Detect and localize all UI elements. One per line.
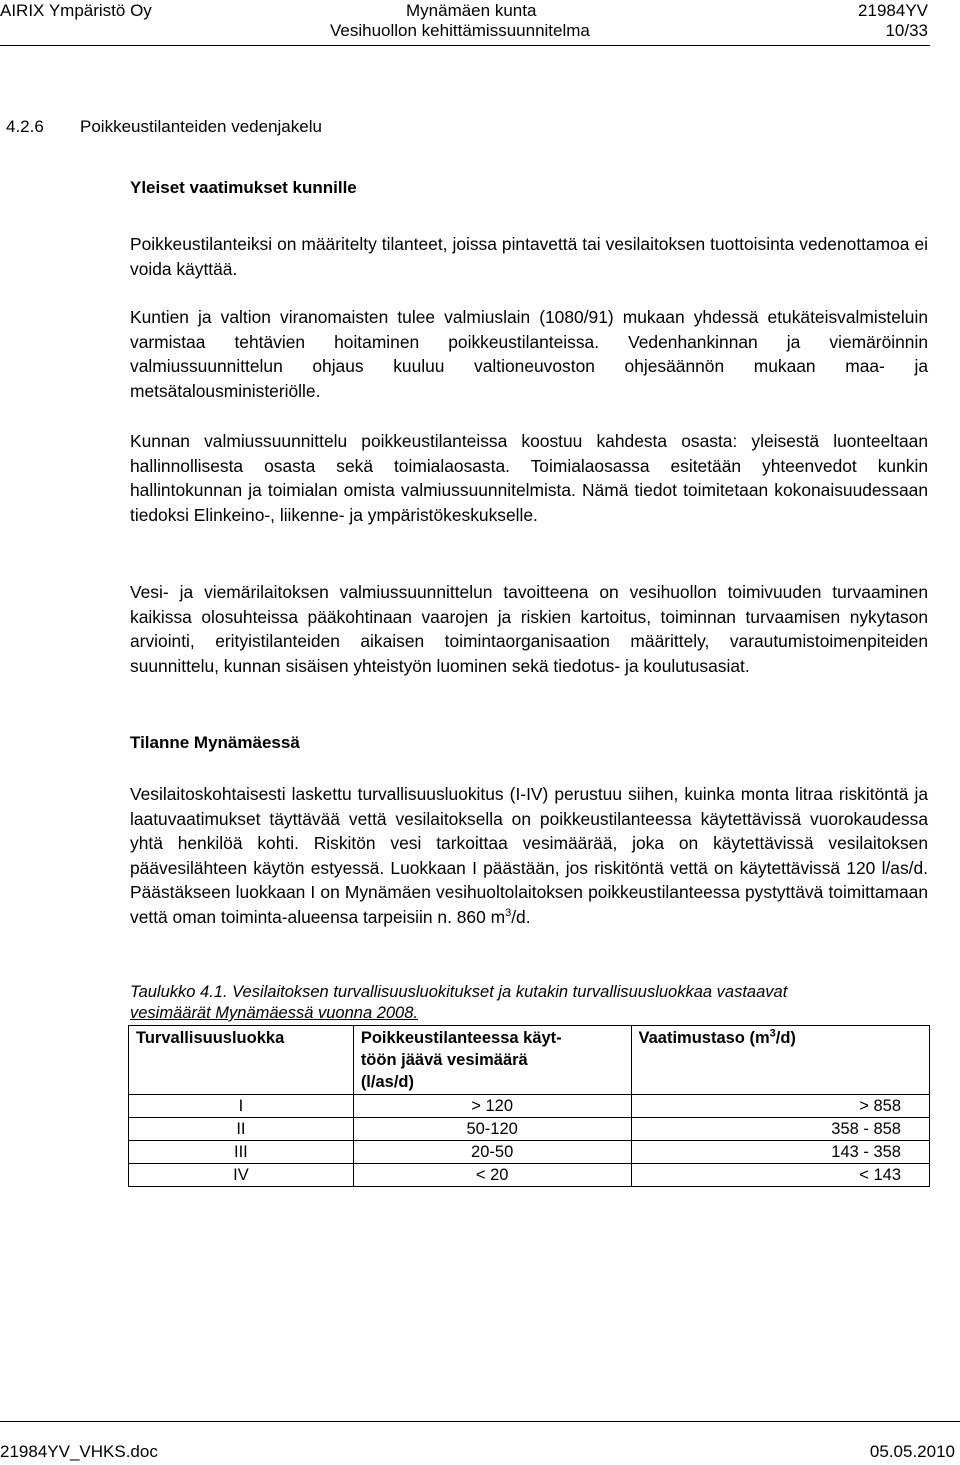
table-row	[129, 1118, 930, 1141]
paragraph-5-main: Vesilaitoskohtaisesti laskettu turvallisuusluokitus (I-IV) perustuu siihen, kuinka monta litraa riskitöntä ja laatuvaatimukset täyttävää vettä vesilaitoksella on poikkeustilanteessa käytettävissä vuorokaudessa yhtä henkilöä kohti. Riskitön vesi tarkoittaa vesimäärää, joka on käytettävissä vesilaitoksen päävesilähteen käytön estyessä. Luokkaan I päästään, jos riskitöntä vettä on käytettävissä 120 l/as/d. Päästäkseen luokkaan I on Mynämäen vesihuoltolaitoksen poikkeustilanteessa pystyttävä toimittamaan vettä oman toiminta-alueensa tarpeisiin n. 860 m	[130, 784, 928, 927]
table-cell-class: IV	[129, 1164, 354, 1187]
header-company: AIRIX Ympäristö Oy	[0, 1, 152, 20]
paragraph-2: Kuntien ja valtion viranomaisten tulee valmiuslain (1080/91) mukaan yhdessä etukäteisvalmisteluin varmistaa tehtävien hoitaminen poikkeustilanteissa. Vedenhankinnan ja viemäröinnin valmiussuunnittelun ohjaus kuuluu valtioneuvoston ohjesäännön mukaan maa- ja metsätalousministeriölle.	[130, 307, 928, 401]
table-header-water	[353, 1026, 631, 1095]
header-divider	[0, 45, 930, 46]
table-header-water-line-2: töön jäävä vesimäärä	[360, 1051, 528, 1069]
table-cell-class: I	[129, 1095, 354, 1118]
section-number: 4.2.6	[6, 117, 44, 136]
footer-divider	[0, 1421, 960, 1422]
safety-class-table	[128, 1025, 930, 1187]
table-cell-class: III	[129, 1141, 354, 1164]
header-municipality: Mynämäen kunta	[406, 1, 537, 20]
table-header-level-main: Vaatimustaso (m	[638, 1029, 770, 1047]
header-doc-title: Vesihuollon kehittämissuunnitelma	[330, 21, 590, 40]
table-header-level	[631, 1026, 930, 1095]
table-cell-class: II	[129, 1118, 354, 1141]
caption-line-1: Taulukko 4.1. Vesilaitoksen turvallisuusluokitukset ja kutakin turvallisuusluokkaa vastaavat	[130, 983, 788, 1001]
paragraph-5-superscript: 3	[505, 907, 512, 920]
header-doc-code: 21984YV	[858, 1, 928, 20]
paragraph-1: Poikkeustilanteiksi on määritelty tilanteet, joissa pintavettä tai vesilaitoksen tuottoisinta vedenottamoa ei voida käyttää.	[130, 234, 928, 279]
table-row	[129, 1095, 930, 1118]
table-caption	[130, 982, 928, 1024]
table-cell-level: 143 - 358	[631, 1141, 930, 1164]
caption-line-2: vesimäärät Mynämäessä vuonna 2008.	[130, 1004, 418, 1022]
table-header-water-line-3: (l/as/d)	[360, 1073, 414, 1091]
table-header-level-end: /d)	[775, 1029, 796, 1047]
table-row	[129, 1164, 930, 1187]
table-row	[129, 1141, 930, 1164]
table-cell-level: 358 - 858	[631, 1118, 930, 1141]
table-cell-water: 20-50	[353, 1141, 631, 1164]
table-cell-water: > 120	[353, 1095, 631, 1118]
subheading-general-requirements: Yleiset vaatimukset kunnille	[130, 178, 357, 197]
table-header-class: Turvallisuusluokka	[129, 1026, 354, 1095]
table-cell-water: 50-120	[353, 1118, 631, 1141]
table-header-row	[129, 1026, 930, 1095]
table-cell-level: < 143	[631, 1164, 930, 1187]
paragraph-5-end: /d.	[511, 906, 531, 927]
footer-filename: 21984YV_VHKS.doc	[0, 1442, 158, 1461]
table-header-water-line-1: Poikkeustilanteessa käyt-	[360, 1029, 562, 1047]
paragraph-4: Vesi- ja viemärilaitoksen valmiussuunnittelun tavoitteena on vesihuollon toimivuuden turvaaminen kaikissa olosuhteissa pääkohtinaan vaarojen ja riskien kartoitus, toiminnan turvaamisen nykytason arviointi, erityistilanteiden aikaisen toimintaorganisaation määrittely, varautumistoimenpiteiden suunnittelu, kunnan sisäisen yhteistyön luominen sekä tiedotus- ja koulutusasiat.	[130, 582, 928, 676]
header-page-number: 10/33	[885, 21, 928, 40]
table-cell-water: < 20	[353, 1164, 631, 1187]
paragraph-5	[130, 782, 928, 930]
subheading-situation: Tilanne Mynämäessä	[130, 733, 300, 752]
section-title: Poikkeustilanteiden vedenjakelu	[80, 117, 322, 136]
paragraph-3: Kunnan valmiussuunnittelu poikkeustilanteissa koostuu kahdesta osasta: yleisestä luonteeltaan hallinnollisesta osasta sekä toimialaosasta. Toimialaosassa esitetään yhteenvedot kunkin hallintokunnan ja toimialan omista valmiussuunnitelmista. Nämä tiedot toimitetaan kokonaisuudessaan tiedoksi Elinkeino-, liikenne- ja ympäristökeskukselle.	[130, 431, 928, 525]
footer-date: 05.05.2010	[869, 1442, 955, 1461]
table-header-level-superscript: 3	[769, 1027, 776, 1040]
table-cell-level: > 858	[631, 1095, 930, 1118]
